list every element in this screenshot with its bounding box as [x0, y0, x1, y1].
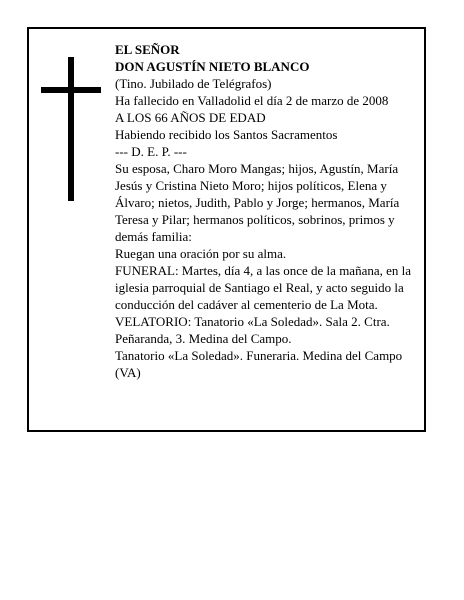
- wake-details: VELATORIO: Tanatorio «La Soledad». Sala 2. Ctra. Peñaranda, 3. Medina del Campo.: [115, 314, 390, 346]
- title-line-1: EL SEÑOR: [115, 42, 180, 57]
- family-paragraph: Su esposa, Charo Moro Mangas; hijos, Agustín, María Jesús y Cristina Nieto Moro; hijos políticos, Elena y Álvaro; nietos, Judith, Pablo y Jorge; hermanos, María Teresa y Pilar; hermanos políticos, sobrinos, primos y demás familia:: [115, 161, 400, 244]
- age-statement: A LOS 66 AÑOS DE EDAD: [115, 110, 266, 125]
- latin-cross-icon: [41, 57, 101, 201]
- cross-vertical-bar: [68, 57, 74, 201]
- sacraments-statement: Habiendo recibido los Santos Sacramentos: [115, 127, 338, 142]
- cross-horizontal-bar: [41, 87, 101, 93]
- funeral-home: Tanatorio «La Soledad». Funeraria. Medina del Campo (VA): [115, 348, 403, 380]
- obituary-notice: [27, 27, 426, 432]
- death-statement: Ha fallecido en Valladolid el día 2 de marzo de 2008: [115, 93, 389, 108]
- rip-line: --- D. E. P. ---: [115, 144, 187, 159]
- deceased-name: DON AGUSTÍN NIETO BLANCO: [115, 59, 310, 74]
- obituary-text: [115, 41, 423, 381]
- occupation: (Tino. Jubilado de Telégrafos): [115, 76, 272, 91]
- prayer-request: Ruegan una oración por su alma.: [115, 246, 287, 261]
- funeral-details: FUNERAL: Martes, día 4, a las once de la mañana, en la iglesia parroquial de Santiago el Real, y acto seguido la conducción del cadáver al cementerio de La Mota.: [115, 263, 412, 312]
